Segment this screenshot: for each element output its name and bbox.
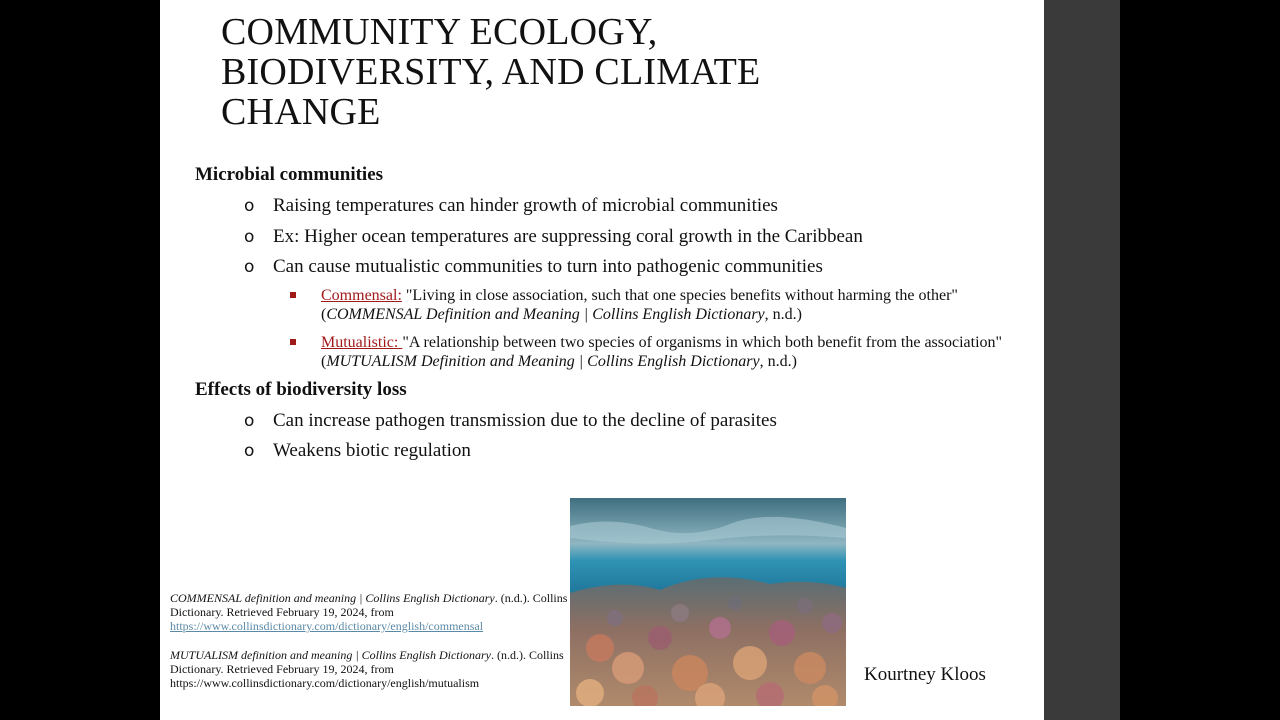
bullet-circle-icon: o	[244, 411, 255, 431]
definition-body: "Living in close association, such that one species benefits without harming the other" (	[321, 287, 958, 323]
reference-url-mutualism: https://www.collinsdictionary.com/dictionary/english/mutualism	[170, 676, 480, 690]
definition-text	[321, 286, 1021, 324]
slide-title-line: BIODIVERSITY, AND CLIMATE	[221, 51, 761, 93]
bullet-circle-icon: o	[244, 227, 255, 247]
slide-title-line: CHANGE	[221, 91, 381, 133]
reference-title: COMMENSAL definition and meaning | Collins English Dictionary	[170, 591, 495, 605]
square-bullet-icon	[290, 292, 296, 298]
bullet-circle-icon: o	[244, 257, 255, 277]
square-bullet-icon	[290, 339, 296, 345]
reference-details: . (n.d.). Collins Dictionary. Retrieved February 19, 2024, from	[170, 591, 568, 619]
definition-body: "A relationship between two species of organisms in which both benefit from the association" (	[321, 334, 1003, 370]
side-panel	[1044, 0, 1120, 720]
reference-link-commensal[interactable]: https://www.collinsdictionary.com/dictionary/english/commensal	[170, 619, 484, 633]
term-commensal-link[interactable]: Commensal:	[321, 287, 402, 304]
section-heading-microbial: Microbial communities	[195, 164, 384, 185]
bullet-circle-icon: o	[244, 441, 255, 461]
reference-title: MUTUALISM definition and meaning | Collins English Dictionary	[170, 648, 491, 662]
bullet-text: Raising temperatures can hinder growth of microbial communities	[273, 195, 778, 216]
definition-citation: MUTUALISM Definition and Meaning | Collins English Dictionary	[326, 353, 760, 370]
slide-title	[221, 12, 841, 132]
slide-title-line: COMMUNITY ECOLOGY,	[221, 11, 658, 53]
section-heading-biodiversity: Effects of biodiversity loss	[195, 379, 407, 400]
reference-mutualism	[170, 648, 570, 690]
coral-reef-image	[570, 498, 846, 706]
definition-tail: , n.d.)	[764, 306, 802, 323]
slide	[160, 0, 1044, 720]
definition-tail: , n.d.)	[759, 353, 797, 370]
reference-details: . (n.d.). Collins Dictionary. Retrieved February 19, 2024, from	[170, 648, 564, 676]
definition-text	[321, 333, 1021, 371]
definition-citation: COMMENSAL Definition and Meaning | Collins English Dictionary	[326, 306, 765, 323]
bullet-text: Ex: Higher ocean temperatures are suppressing coral growth in the Caribbean	[273, 226, 863, 247]
bullet-text: Can cause mutualistic communities to turn into pathogenic communities	[273, 256, 823, 277]
bullet-text: Can increase pathogen transmission due to the decline of parasites	[273, 410, 777, 431]
bullet-text: Weakens biotic regulation	[273, 440, 471, 461]
author-name: Kourtney Kloos	[864, 664, 986, 685]
reference-commensal	[170, 591, 570, 633]
term-mutualistic-link[interactable]: Mutualistic:	[321, 334, 403, 351]
bullet-circle-icon: o	[244, 196, 255, 216]
